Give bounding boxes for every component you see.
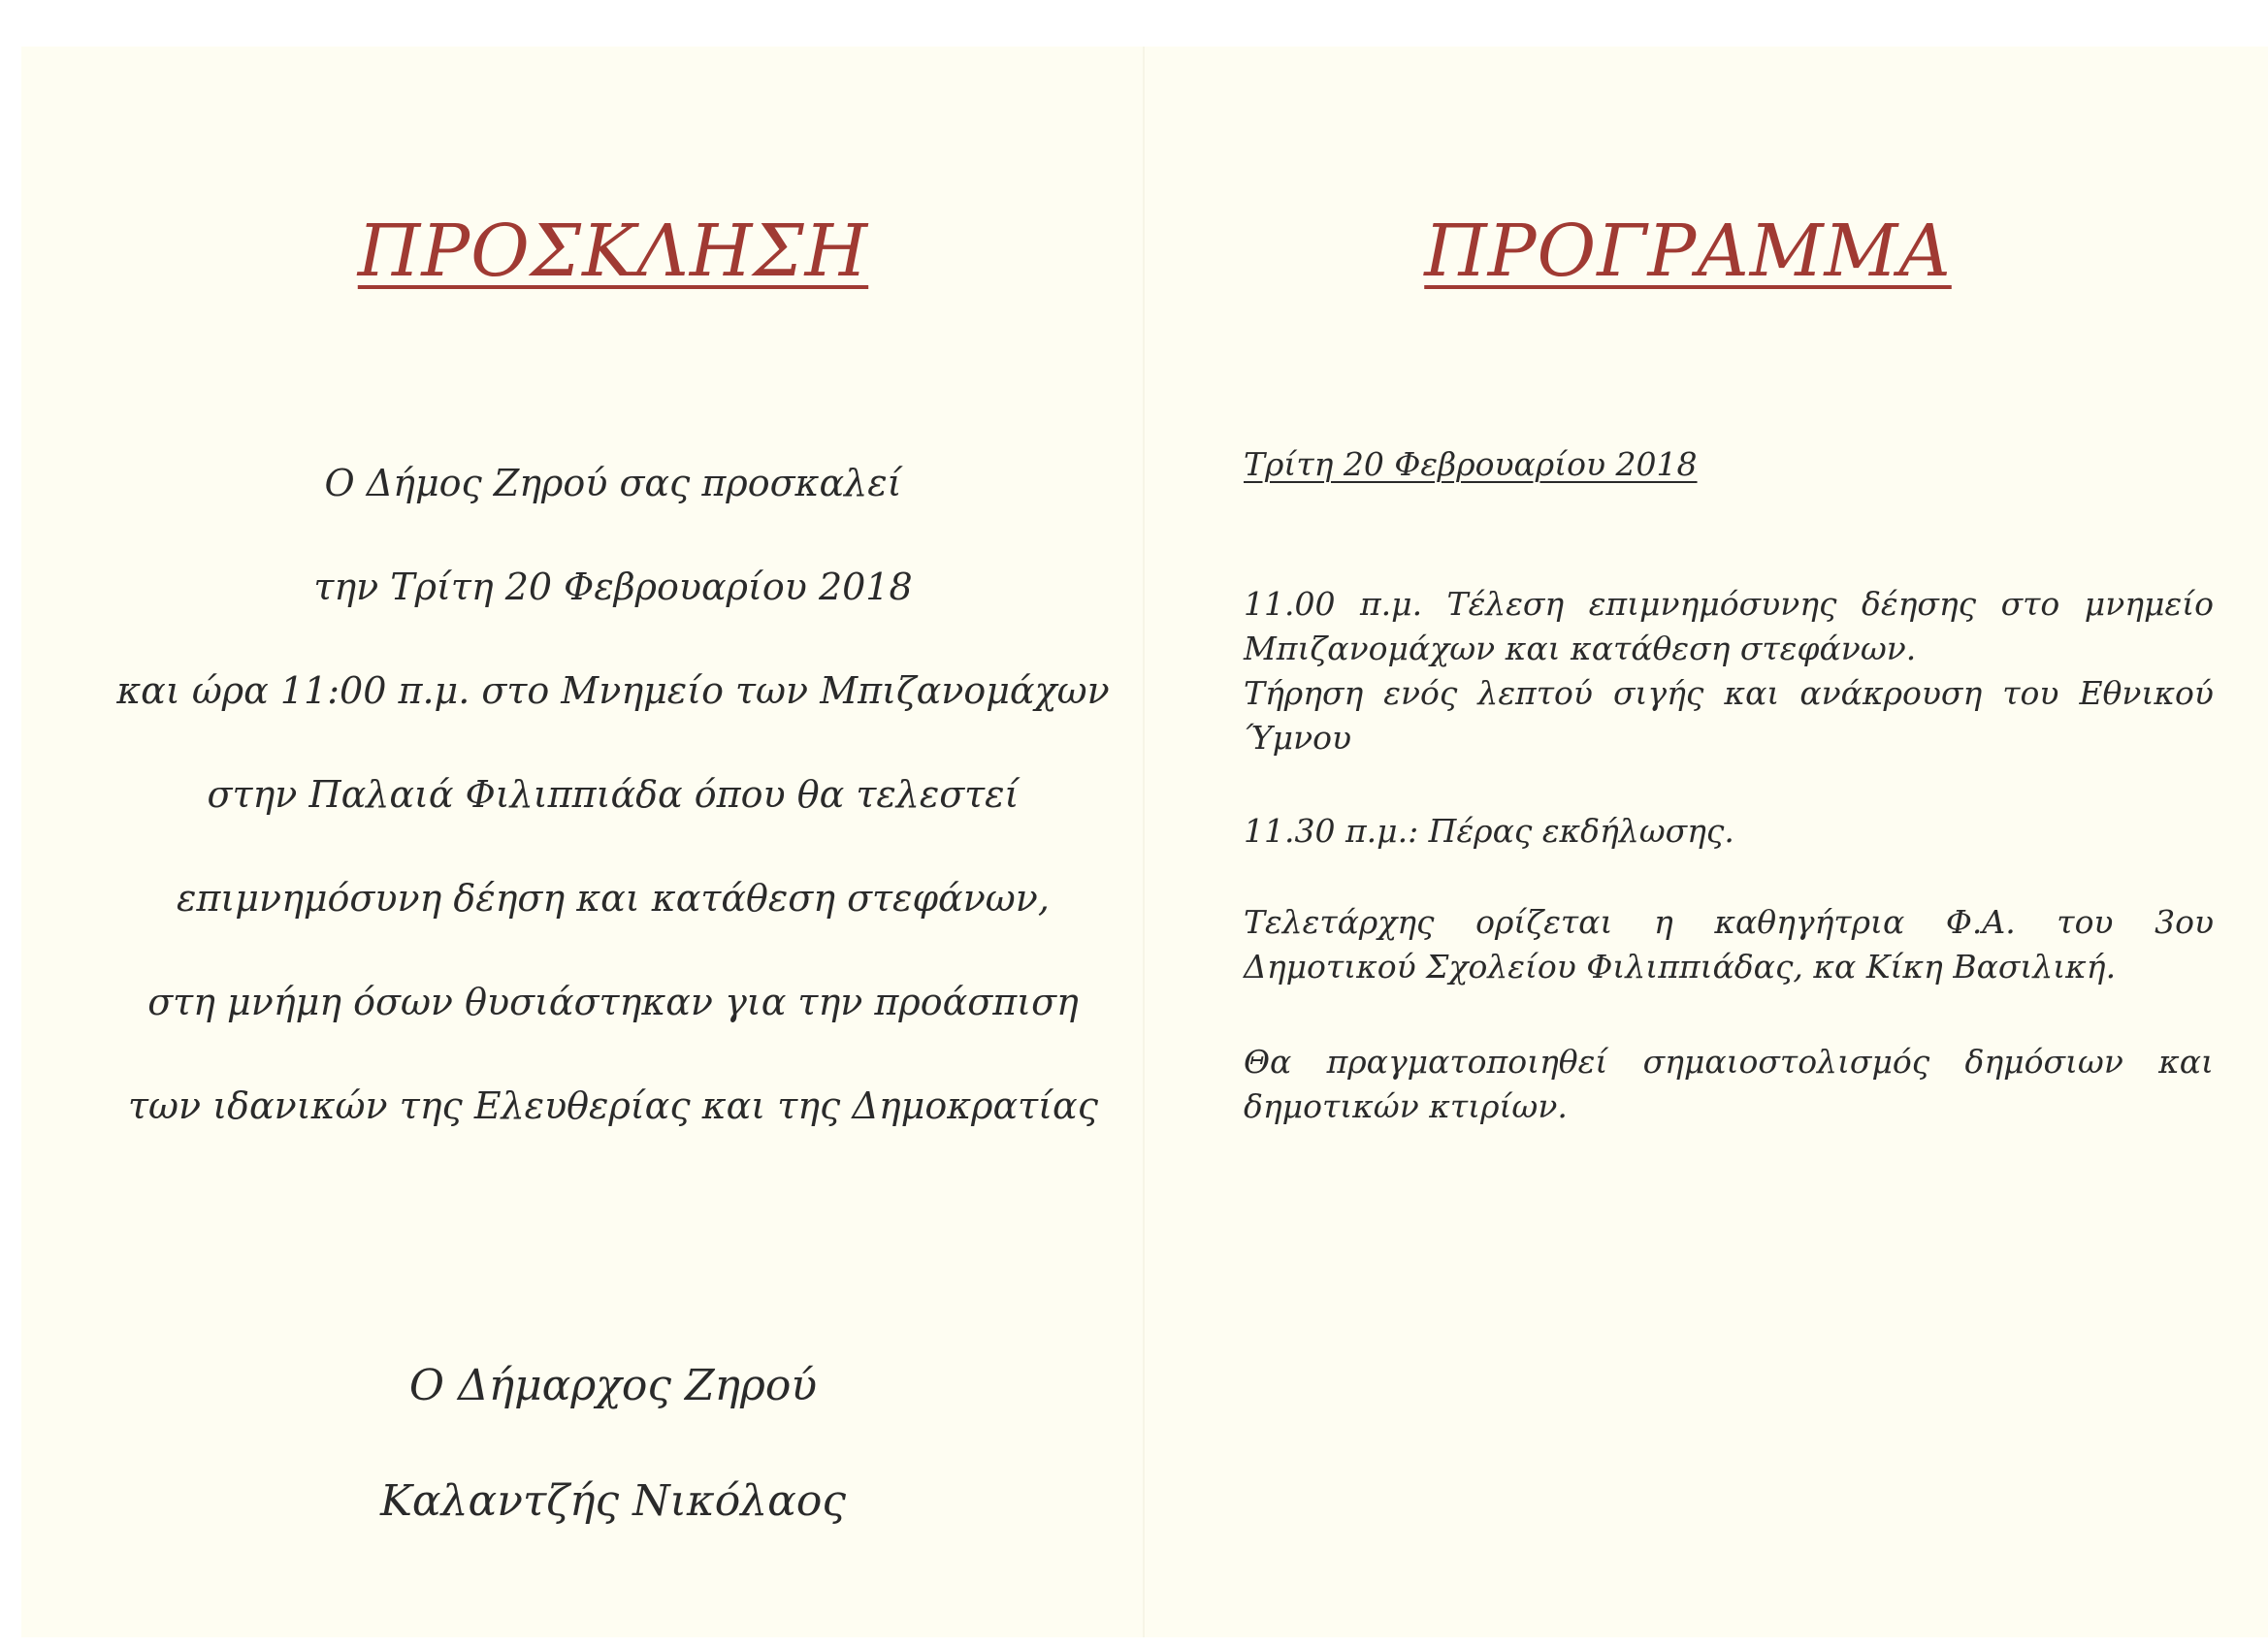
- invitation-sheet: [21, 47, 2268, 1637]
- program-text-line: δημοτικών κτιρίων.: [1244, 1087, 1568, 1125]
- invitation-line: επιμνημόσυνη δέηση και κατάθεση στεφάνων,: [177, 877, 1050, 920]
- program-text-line: 11.00 π.μ. Τέλεση επιμνημόσυνης δέησης στο μνημείο: [1244, 585, 2214, 623]
- invitation-title: ΠΡΟΣΚΛΗΣΗ: [357, 210, 869, 293]
- program-text-line: Θα πραγματοποιηθεί σημαιοστολισμός δημόσιων και: [1244, 1043, 2214, 1081]
- program-text-line: Τελετάρχης ορίζεται η καθηγήτρια Φ.Α. του 3ου: [1244, 903, 2214, 941]
- program-item-end: [1244, 809, 2214, 854]
- program-item-ceremony: [1244, 582, 2214, 760]
- program-item-flags: [1244, 1040, 2214, 1129]
- program-text-line: Ύμνου: [1244, 719, 1352, 757]
- invitation-line: των ιδανικών της Ελευθερίας και της Δημοκρατίας: [128, 1084, 1098, 1127]
- program-text-line: 11.30 π.μ.: Πέρας εκδήλωσης.: [1244, 812, 1734, 850]
- program-panel: [1166, 47, 2268, 1637]
- invitation-line: στην Παλαιά Φιλιππιάδα όπου θα τελεστεί: [207, 773, 1020, 816]
- signature-title: Ο Δήμαρχος Ζηρού: [408, 1361, 818, 1410]
- program-date: Τρίτη 20 Φεβρουαρίου 2018: [1244, 445, 1698, 483]
- program-item-master-of-ceremonies: [1244, 900, 2214, 989]
- program-title: ΠΡΟΓΡΑΜΜΑ: [1424, 210, 1952, 293]
- invitation-body: [70, 439, 1156, 1166]
- signature-name: Καλαντζής Νικόλαος: [380, 1476, 846, 1526]
- program-text-line: Μπιζανομάχων και κατάθεση στεφάνων.: [1244, 630, 1917, 667]
- invitation-line: και ώρα 11:00 π.μ. στο Μνημείο των Μπιζανομάχων: [116, 669, 1110, 712]
- invitation-line: στη μνήμη όσων θυσιάστηκαν για την προάσπιση: [147, 981, 1079, 1023]
- invitation-panel: [21, 47, 1166, 1637]
- invitation-line: την Τρίτη 20 Φεβρουαρίου 2018: [313, 566, 913, 608]
- invitation-line: Ο Δήμος Ζηρού σας προσκαλεί: [324, 462, 902, 504]
- program-text-line: Δημοτικού Σχολείου Φιλιππιάδας, κα Κίκη Βασιλική.: [1244, 948, 2117, 986]
- program-text-line: Τήρηση ενός λεπτού σιγής και ανάκρουση του Εθνικού: [1244, 674, 2214, 712]
